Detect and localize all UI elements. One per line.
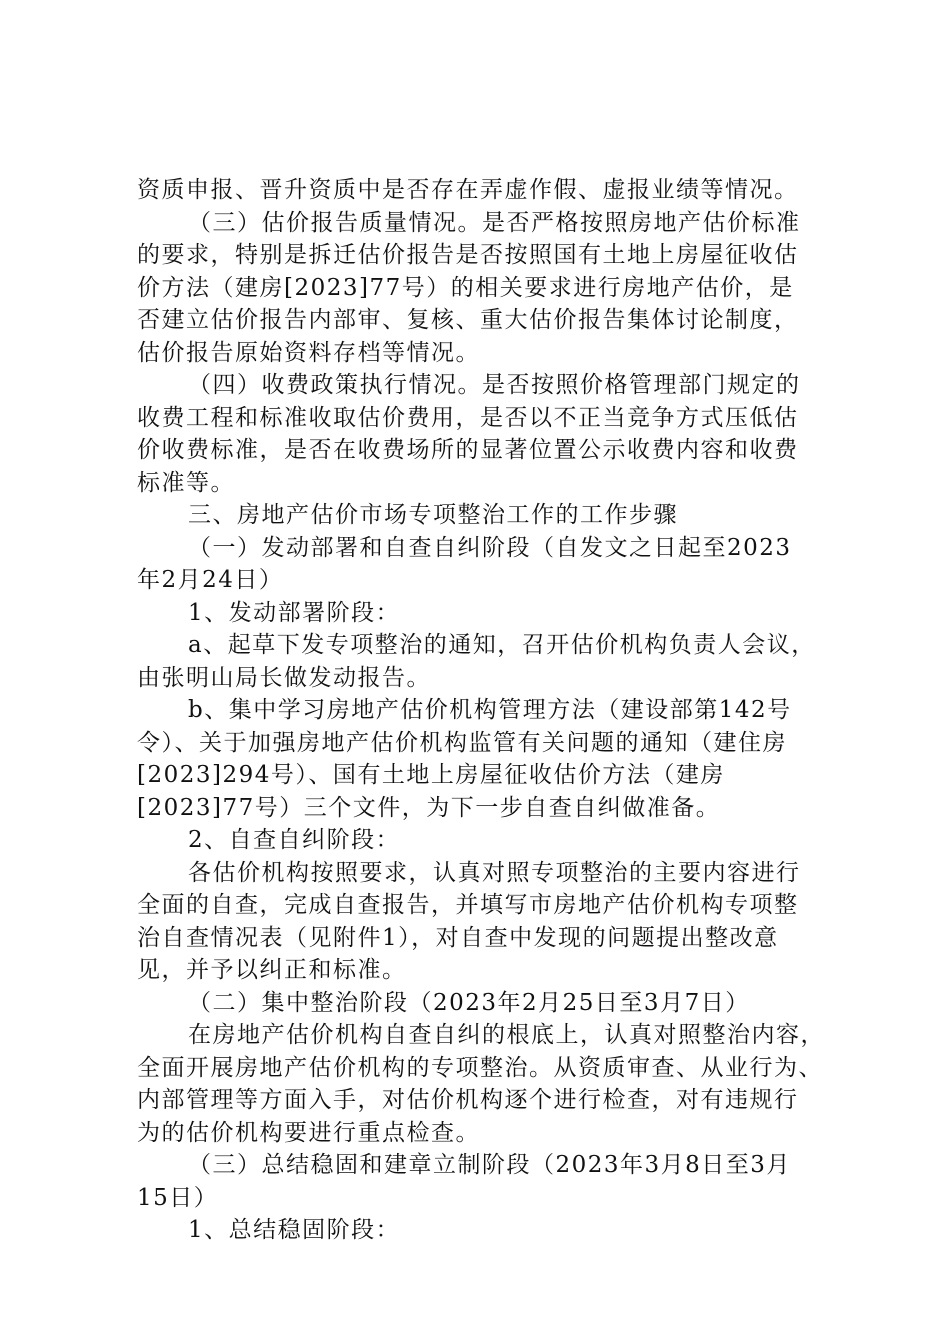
text-line: （四）收费政策执行情况。是否按照价格管理部门规定的 <box>188 372 801 398</box>
text-line: [2023]77号）三个文件，为下一步自查自纠做准备。 <box>137 795 721 821</box>
text-line: 1、发动部署阶段： <box>188 600 401 626</box>
text-line: 全面的自查，完成自查报告，并填写市房地产估价机构专项整 <box>137 892 799 918</box>
text-line: 各估价机构按照要求，认真对照专项整治的主要内容进行 <box>188 860 801 886</box>
text-line: a、起草下发专项整治的通知，召开估价机构负责人会议， <box>188 632 816 658</box>
text-line: [2023]294号）、国有土地上房屋征收估价方法（建房 <box>137 762 725 788</box>
text-line: 价方法（建房[2023]77号）的相关要求进行房地产估价，是 <box>137 275 794 301</box>
text-line: 治自查情况表（见附件1），对自查中发现的问题提出整改意 <box>137 925 779 951</box>
text-line: 2、自查自纠阶段： <box>188 827 401 853</box>
text-line: 年2月24日） <box>137 567 284 593</box>
text-line: 收费工程和标准收取估价费用，是否以不正当竞争方式压低估 <box>137 405 799 431</box>
text-line: 价收费标准，是否在收费场所的显著位置公示收费内容和收费 <box>137 437 799 463</box>
text-line: 资质申报、晋升资质中是否存在弄虚作假、虚报业绩等情况。 <box>137 177 799 203</box>
text-line: 15日） <box>137 1185 219 1211</box>
text-line: 估价报告原始资料存档等情况。 <box>137 340 480 366</box>
text-line: 1、总结稳固阶段： <box>188 1217 401 1243</box>
text-line: 由张明山局长做发动报告。 <box>137 665 431 691</box>
text-line: b、集中学习房地产估价机构管理方法（建设部第142号 <box>188 697 792 723</box>
text-line: 令）、关于加强房地产估价机构监管有关问题的通知（建住房 <box>137 730 787 756</box>
text-line: 见，并予以纠正和标准。 <box>137 957 407 983</box>
text-line: 为的估价机构要进行重点检查。 <box>137 1120 480 1146</box>
text-line: 否建立估价报告内部审、复核、重大估价报告集体讨论制度， <box>137 307 799 333</box>
text-line: 内部管理等方面入手，对估价机构逐个进行检查，对有违规行 <box>137 1087 799 1113</box>
text-line: （三）估价报告质量情况。是否严格按照房地产估价标准 <box>188 210 801 236</box>
section-heading: 三、房地产估价市场专项整治工作的工作步骤 <box>188 502 678 528</box>
text-line: 全面开展房地产估价机构的专项整治。从资质审查、从业行为、 <box>137 1055 823 1081</box>
text-line: 标准等。 <box>137 470 235 496</box>
text-line: 在房地产估价机构自查自纠的根底上，认真对照整治内容， <box>188 1022 825 1048</box>
text-line: （一）发动部署和自查自纠阶段（自发文之日起至2023 <box>188 535 792 561</box>
text-line: （三）总结稳固和建章立制阶段（2023年3月8日至3月 <box>188 1152 791 1178</box>
text-line: 的要求，特别是拆迁估价报告是否按照国有土地上房屋征收估 <box>137 242 799 268</box>
text-line: （二）集中整治阶段（2023年2月25日至3月7日） <box>188 990 750 1016</box>
